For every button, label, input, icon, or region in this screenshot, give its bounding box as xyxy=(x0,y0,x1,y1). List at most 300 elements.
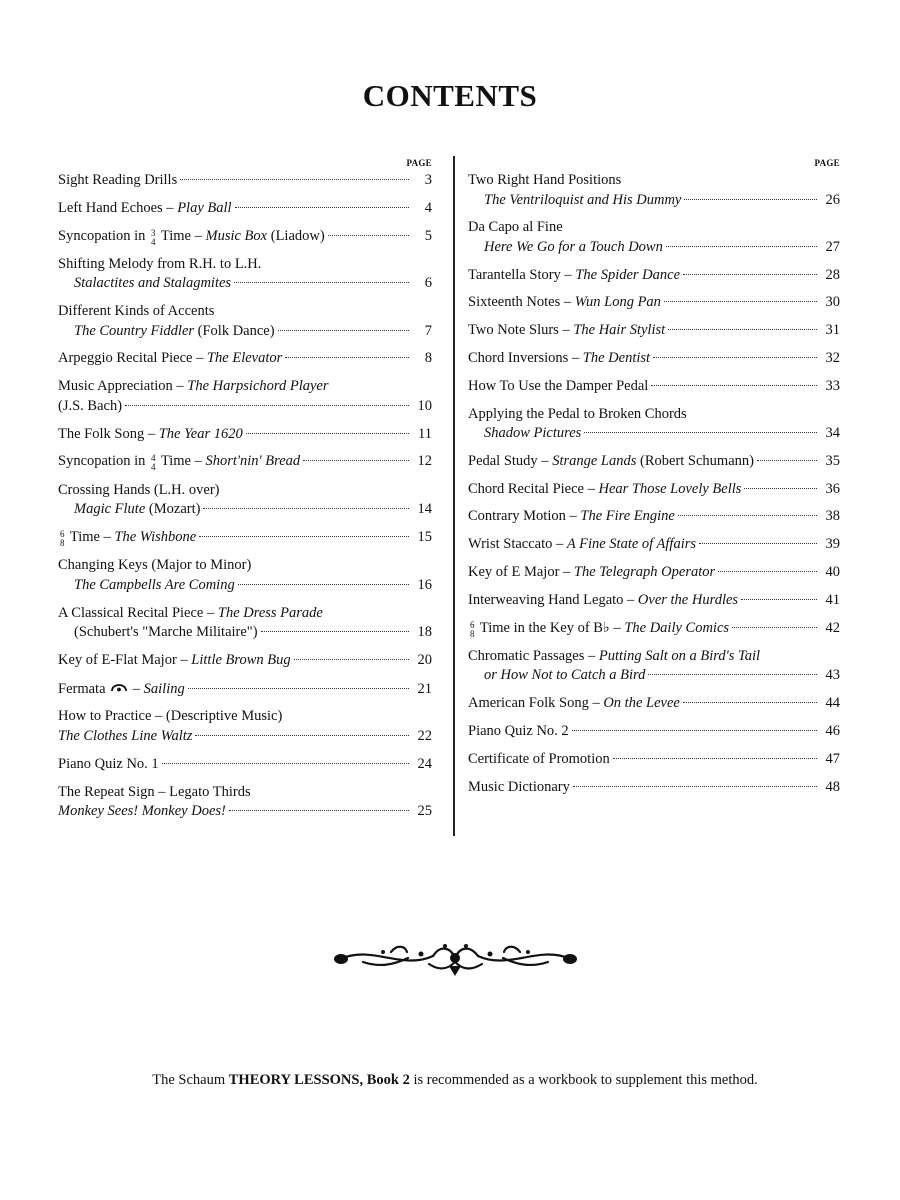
contents-entry xyxy=(58,199,432,219)
page-number: 6 xyxy=(424,275,432,292)
contents-entry xyxy=(468,778,840,798)
piece-title: Strange Lands xyxy=(552,452,637,469)
contents-entry xyxy=(468,293,840,313)
topic-text: Piano Quiz No. 2 xyxy=(468,723,569,740)
dot-leader xyxy=(234,282,409,283)
page-number: 48 xyxy=(825,778,840,795)
piece-title: Short'nin' Bread xyxy=(205,453,301,470)
dot-leader xyxy=(328,235,409,236)
entry-title xyxy=(58,397,122,417)
contents-entry xyxy=(58,481,432,520)
dot-leader xyxy=(678,515,817,516)
piece-title: The Hair Stylist xyxy=(573,322,666,339)
entry-line xyxy=(58,707,432,727)
footer-text-pre: The Schaum xyxy=(152,1072,229,1088)
entry-line xyxy=(468,535,840,555)
entry-title xyxy=(58,171,177,191)
page-number: 21 xyxy=(417,680,432,697)
piece-title: Wun Long Pan xyxy=(574,294,661,311)
entry-line xyxy=(58,322,432,342)
page-number: 14 xyxy=(417,501,432,518)
topic-text: The Repeat Sign – Legato Thirds xyxy=(58,783,251,800)
topic-text: (Schubert's "Marche Militaire") xyxy=(74,624,258,641)
entry-line xyxy=(58,425,432,445)
entry-line xyxy=(58,199,432,219)
contents-entry xyxy=(58,425,432,445)
entry-line xyxy=(468,191,840,211)
entry-title xyxy=(468,377,648,397)
contents-entry xyxy=(58,452,432,472)
contents-entry xyxy=(58,707,432,746)
topic-text: How to Practice – (Descriptive Music) xyxy=(58,708,283,725)
page-number: 12 xyxy=(417,453,432,470)
topic-text: Sixteenth Notes – xyxy=(468,294,575,311)
footer-note xyxy=(0,1072,900,1089)
contents-list-right xyxy=(468,171,840,797)
contents-entry xyxy=(58,302,432,341)
page-number: 47 xyxy=(825,750,840,767)
contents-entry xyxy=(468,349,840,369)
footer-text-post: is recommended as a workbook to supplement this method. xyxy=(409,1072,758,1088)
dot-leader xyxy=(229,810,409,811)
page-number: 24 xyxy=(417,755,432,772)
entry-title xyxy=(58,783,251,803)
page-number: 39 xyxy=(825,536,840,553)
topic-text: Shifting Melody from R.H. to L.H. xyxy=(58,255,262,272)
time-signature-digit: 6 xyxy=(60,528,65,539)
topic-text: Arpeggio Recital Piece – xyxy=(58,350,207,367)
entry-line xyxy=(468,452,840,472)
time-signature xyxy=(151,229,156,247)
time-signature xyxy=(60,530,65,548)
contents-entry xyxy=(58,651,432,671)
topic-text: Two Note Slurs – xyxy=(468,322,574,339)
page-number: 8 xyxy=(424,350,432,367)
entry-title xyxy=(58,604,323,624)
contents-entry xyxy=(58,227,432,247)
entry-line xyxy=(58,397,432,417)
entry-line xyxy=(468,349,840,369)
page-number: 10 xyxy=(417,397,432,414)
contents-entry xyxy=(468,535,840,555)
entry-title xyxy=(468,750,610,770)
page-number: 35 xyxy=(825,452,840,469)
dot-leader xyxy=(162,763,409,764)
entry-title xyxy=(58,255,261,275)
entry-title xyxy=(58,679,185,700)
topic-text: Key of E-Flat Major – xyxy=(58,651,192,668)
page-number: 18 xyxy=(417,624,432,641)
dot-leader xyxy=(732,627,817,628)
topic-text: Applying the Pedal to Broken Chords xyxy=(468,405,687,422)
time-signature-digit: 6 xyxy=(470,619,475,630)
entry-line xyxy=(468,377,840,397)
entry-line xyxy=(58,604,432,624)
page-number: 43 xyxy=(825,667,840,684)
topic-text: Left Hand Echoes – xyxy=(58,199,178,216)
time-signature-digit: 4 xyxy=(151,236,156,247)
entry-line xyxy=(468,424,840,444)
entry-line xyxy=(468,480,840,500)
entry-title xyxy=(58,377,329,397)
entry-title xyxy=(58,452,300,472)
dot-leader xyxy=(195,735,409,736)
decorative-ornament-icon xyxy=(333,938,578,978)
piece-title: A Fine State of Affairs xyxy=(566,536,697,553)
entry-line xyxy=(58,452,432,472)
entry-title xyxy=(468,647,760,667)
entry-title xyxy=(58,425,243,445)
entry-line xyxy=(58,623,432,643)
piece-title: The Wishbone xyxy=(114,528,197,545)
dot-leader xyxy=(572,730,817,731)
contents-entry xyxy=(58,171,432,191)
entry-line xyxy=(468,694,840,714)
entry-title xyxy=(58,481,220,501)
entry-line xyxy=(468,750,840,770)
entry-title xyxy=(468,722,569,742)
piece-title: The Daily Comics xyxy=(624,619,730,636)
time-signature-digit: 8 xyxy=(470,628,475,639)
dot-leader xyxy=(584,432,817,433)
entry-line xyxy=(468,722,840,742)
entry-line xyxy=(468,666,840,686)
topic-text: Da Capo al Fine xyxy=(468,219,563,236)
page-number: 33 xyxy=(825,377,840,394)
page-number: 3 xyxy=(424,172,432,188)
entry-line xyxy=(58,783,432,803)
page-number: 7 xyxy=(424,322,432,339)
contents-entry xyxy=(468,591,840,611)
entry-line xyxy=(58,802,432,822)
piece-title: The Telegraph Operator xyxy=(573,564,716,581)
time-signature-digit: 4 xyxy=(151,453,156,464)
entry-title xyxy=(468,694,680,714)
entry-line xyxy=(58,576,432,596)
entry-title xyxy=(58,227,325,247)
entry-title xyxy=(58,274,231,294)
topic-text: Key of E Major – xyxy=(468,564,574,581)
topic-text: American Folk Song – xyxy=(468,695,604,712)
dot-leader xyxy=(744,488,817,489)
contents-entry xyxy=(58,679,432,700)
topic-text: Different Kinds of Accents xyxy=(58,303,215,320)
entry-title xyxy=(58,651,291,671)
entry-title xyxy=(58,528,196,548)
topic-text: Chromatic Passages – xyxy=(468,647,599,664)
entry-title xyxy=(58,556,251,576)
piece-title: The Campbells Are Coming xyxy=(74,576,235,593)
page-title: CONTENTS xyxy=(362,78,538,113)
entry-line xyxy=(468,619,840,639)
topic-text: The Folk Song – xyxy=(58,425,159,442)
topic-text: (Mozart) xyxy=(145,501,201,518)
contents-entry xyxy=(468,563,840,583)
dot-leader xyxy=(285,357,409,358)
page-number: 32 xyxy=(825,349,840,366)
dot-leader xyxy=(238,584,409,585)
dot-leader xyxy=(718,571,817,572)
page-number: 27 xyxy=(825,238,840,255)
topic-text: Pedal Study – xyxy=(468,452,553,469)
page-number: 22 xyxy=(417,727,432,744)
contents-entry xyxy=(58,755,432,775)
contents-entry xyxy=(58,604,432,643)
column-divider xyxy=(453,156,455,836)
contents-entry xyxy=(58,255,432,294)
piece-title: Music Box xyxy=(205,227,268,244)
dot-leader xyxy=(664,301,817,302)
topic-text: – xyxy=(129,680,144,697)
dot-leader xyxy=(683,702,817,703)
piece-title: Stalactites and Stalagmites xyxy=(74,275,232,292)
time-signature xyxy=(470,621,475,639)
dot-leader xyxy=(188,688,409,689)
entry-title xyxy=(58,727,192,747)
entry-line xyxy=(468,238,840,258)
page-column-header: PAGE xyxy=(814,158,840,168)
entry-title xyxy=(468,321,665,341)
entry-line xyxy=(468,171,840,191)
entry-title xyxy=(58,755,159,775)
entry-line xyxy=(58,377,432,397)
dot-leader xyxy=(683,274,817,275)
dot-leader xyxy=(235,207,409,208)
entry-title xyxy=(468,452,754,472)
entry-line xyxy=(468,507,840,527)
dot-leader xyxy=(613,758,817,759)
piece-title: Magic Flute xyxy=(74,501,146,518)
page-number: 46 xyxy=(825,723,840,740)
topic-text: Changing Keys (Major to Minor) xyxy=(58,557,252,574)
entry-title xyxy=(58,623,258,643)
page-number: 11 xyxy=(418,425,432,442)
page-number: 4 xyxy=(424,199,432,216)
dot-leader xyxy=(741,599,817,600)
topic-text: How To Use the Damper Pedal xyxy=(468,377,649,394)
entry-title xyxy=(468,171,621,191)
dot-leader xyxy=(573,786,817,787)
piece-title: Hear Those Lovely Bells xyxy=(598,480,742,497)
contents-entry xyxy=(58,783,432,822)
entry-title xyxy=(468,591,738,611)
entry-title xyxy=(58,500,200,520)
entry-title xyxy=(468,778,570,798)
piece-title: The Spider Dance xyxy=(575,266,681,283)
piece-title: The Year 1620 xyxy=(158,425,243,442)
entry-title xyxy=(468,218,563,238)
piece-title: The Dress Parade xyxy=(217,604,323,621)
entry-line xyxy=(58,651,432,671)
entry-line xyxy=(58,274,432,294)
topic-text: Syncopation in xyxy=(58,227,150,244)
piece-title: The Dentist xyxy=(582,349,651,366)
time-signature-digit: 8 xyxy=(60,537,65,548)
entry-title xyxy=(468,480,741,500)
entry-line xyxy=(58,302,432,322)
contents-entry xyxy=(468,377,840,397)
dot-leader xyxy=(199,536,409,537)
contents-entry xyxy=(468,507,840,527)
contents-entry xyxy=(468,750,840,770)
topic-text: Music Dictionary xyxy=(468,778,570,795)
contents-list-left xyxy=(58,171,432,822)
piece-title: The Harpsichord Player xyxy=(187,378,329,395)
piece-title: The Elevator xyxy=(206,350,283,367)
topic-text: Time – xyxy=(157,453,206,470)
topic-text: A Classical Recital Piece – xyxy=(58,604,218,621)
entry-line xyxy=(468,266,840,286)
entry-line xyxy=(58,528,432,548)
time-signature-digit: 3 xyxy=(151,227,156,238)
entry-line xyxy=(468,563,840,583)
topic-text: Certificate of Promotion xyxy=(468,750,610,767)
topic-text: Chord Inversions – xyxy=(468,349,583,366)
page-number: 40 xyxy=(825,564,840,581)
contents-column-left xyxy=(58,150,432,830)
time-signature-digit: 4 xyxy=(151,462,156,473)
page-number: 28 xyxy=(825,266,840,283)
contents-entry xyxy=(468,480,840,500)
dot-leader xyxy=(125,405,409,406)
entry-line xyxy=(58,481,432,501)
entry-line xyxy=(468,591,840,611)
topic-text: Sight Reading Drills xyxy=(58,172,178,188)
dot-leader xyxy=(303,460,409,461)
entry-line xyxy=(468,778,840,798)
page-number: 5 xyxy=(424,227,432,244)
entry-title xyxy=(468,293,661,313)
dot-leader xyxy=(261,631,409,632)
entry-line xyxy=(58,755,432,775)
piece-title: On the Levee xyxy=(603,695,680,712)
dot-leader xyxy=(666,246,817,247)
page-number: 20 xyxy=(417,651,432,668)
entry-title xyxy=(468,238,663,258)
piece-title: Play Ball xyxy=(177,199,232,216)
topic-text: Chord Recital Piece – xyxy=(468,480,599,497)
dot-leader xyxy=(684,199,817,200)
dot-leader xyxy=(699,543,817,544)
entry-line xyxy=(58,171,432,191)
topic-text: (Liadow) xyxy=(267,227,325,244)
piece-title: or How Not to Catch a Bird xyxy=(484,667,646,684)
page-number: 25 xyxy=(417,803,432,820)
entry-line xyxy=(58,349,432,369)
entry-title xyxy=(468,507,675,527)
topic-text: Interweaving Hand Legato – xyxy=(468,591,638,608)
topic-text: Piano Quiz No. 1 xyxy=(58,755,159,772)
entry-line xyxy=(58,227,432,247)
piece-title: Putting Salt on a Bird's Tail xyxy=(598,647,761,664)
entry-line xyxy=(58,727,432,747)
page-number: 31 xyxy=(825,322,840,339)
dot-leader xyxy=(278,330,409,331)
dot-leader xyxy=(651,385,817,386)
contents-entry xyxy=(58,377,432,416)
topic-text: Wrist Staccato – xyxy=(468,536,567,553)
piece-title: Sailing xyxy=(143,680,185,697)
time-signature xyxy=(151,454,156,472)
topic-text: Time – xyxy=(66,528,115,545)
piece-title: The Clothes Line Waltz xyxy=(58,727,193,744)
contents-entry xyxy=(468,647,840,686)
contents-entry xyxy=(468,694,840,714)
entry-title xyxy=(58,349,282,369)
piece-title: Little Brown Bug xyxy=(191,651,291,668)
entry-title xyxy=(468,349,650,369)
topic-text: Crossing Hands (L.H. over) xyxy=(58,481,220,498)
dot-leader xyxy=(203,508,409,509)
entry-title xyxy=(58,802,226,822)
entry-line xyxy=(468,647,840,667)
entry-title xyxy=(468,563,715,583)
dot-leader xyxy=(653,357,817,358)
page-number: 26 xyxy=(825,191,840,208)
contents-entry xyxy=(468,405,840,444)
topic-text: (Robert Schumann) xyxy=(636,452,754,469)
entry-title xyxy=(58,707,282,727)
topic-text: (J.S. Bach) xyxy=(58,397,123,414)
entry-title xyxy=(58,576,235,596)
entry-title xyxy=(468,191,681,211)
piece-title: The Fire Engine xyxy=(580,508,675,525)
topic-text: Tarantella Story – xyxy=(468,266,576,283)
contents-entry xyxy=(58,349,432,369)
contents-entry xyxy=(468,266,840,286)
footer-book-title: THEORY LESSONS, Book 2 xyxy=(228,1072,410,1088)
piece-title: Shadow Pictures xyxy=(484,425,582,442)
dot-leader xyxy=(180,179,409,180)
piece-title: Monkey Sees! Monkey Does! xyxy=(58,803,226,820)
entry-title xyxy=(468,405,687,425)
entry-title xyxy=(468,424,581,444)
entry-line xyxy=(468,405,840,425)
topic-text: Fermata xyxy=(58,680,110,697)
topic-text: Time – xyxy=(157,227,206,244)
topic-text: (Folk Dance) xyxy=(194,322,275,339)
entry-title xyxy=(58,199,232,219)
dot-leader xyxy=(757,460,817,461)
contents-entry xyxy=(468,321,840,341)
piece-title: Here We Go for a Touch Down xyxy=(484,238,663,255)
page-number: 44 xyxy=(825,695,840,712)
topic-text: Music Appreciation – xyxy=(58,378,188,395)
page-number: 16 xyxy=(417,576,432,593)
entry-line xyxy=(468,321,840,341)
piece-title: Over the Hurdles xyxy=(637,591,739,608)
topic-text: Time in the Key of B♭ – xyxy=(476,619,625,636)
topic-text: Two Right Hand Positions xyxy=(468,172,622,188)
topic-text: Contrary Motion – xyxy=(468,508,581,525)
contents-column-right xyxy=(468,150,840,805)
dot-leader xyxy=(668,329,817,330)
fermata-icon xyxy=(110,679,128,699)
entry-line xyxy=(58,679,432,700)
contents-entry xyxy=(468,722,840,742)
contents-entry xyxy=(468,171,840,210)
piece-title: The Country Fiddler xyxy=(74,322,195,339)
entry-line xyxy=(58,556,432,576)
entry-title xyxy=(468,666,645,686)
contents-entry xyxy=(58,528,432,548)
page-number: 34 xyxy=(825,425,840,442)
dot-leader xyxy=(294,659,409,660)
entry-line xyxy=(468,218,840,238)
entry-title xyxy=(58,322,275,342)
page-number: 15 xyxy=(417,528,432,545)
entry-line xyxy=(468,293,840,313)
